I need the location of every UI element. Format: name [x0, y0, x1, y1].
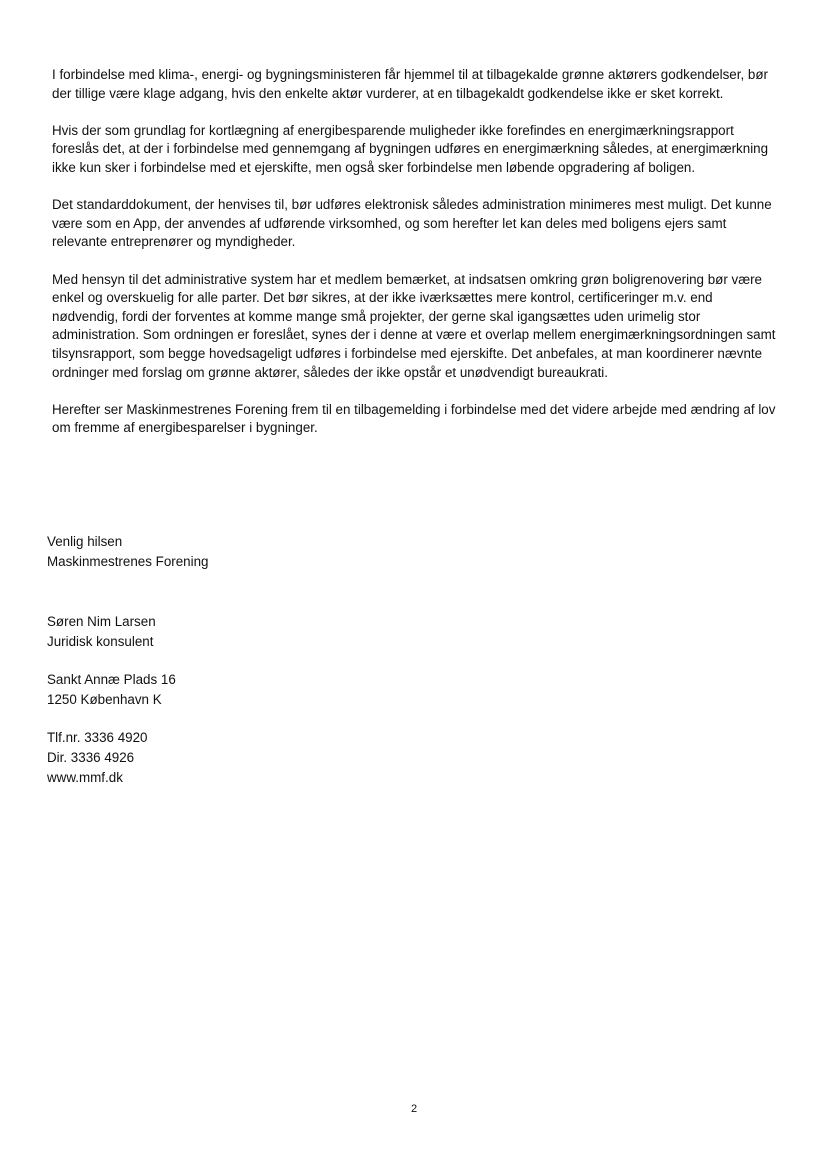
closing-organization: Maskinmestrenes Forening — [47, 554, 209, 569]
paragraph-standard-document: Det standarddokument, der henvises til, bør udføres elektronisk således administration minimeres mest muligt. Det kunne være som en App, der anvendes af udførende virksomhed, og som herefter let kan deles med boligens ejers samt relevante entreprenører og myndigheder. — [52, 197, 772, 250]
contact-block — [47, 728, 447, 788]
signatory-title: Juridisk konsulent — [47, 634, 154, 649]
signatory-name: Søren Nim Larsen — [47, 614, 156, 629]
closing-greeting: Venlig hilsen — [47, 534, 123, 549]
paragraph-administrative-system: Med hensyn til det administrative system har et medlem bemærket, at indsatsen omkring grøn boligrenovering bør være enkel og overskuelig for alle parter. Det bør sikres, at der ikke iværksættes mere kontrol, certificeringer m.v. end nødvendig, fordi der forventes at komme mange små projekter, der gerne skal igangsættes uden urimelig stor administration. Som ordningen er foreslået, synes der i denne at være et overlap mellem energimærkningsordningen samt tilsynsrapport, som begge hovedsageligt udføres i forbindelse med ejerskifte. Det anbefales, at man koordinerer nævnte ordninger med forslag om grønne aktører, således der ikke opstår et unødvendigt bureaukrati. — [52, 271, 776, 380]
paragraph-closing-remark: Herefter ser Maskinmestrenes Forening frem til en tilbagemelding i forbindelse med det videre arbejde med ændring af lov om fremme af energibesparelser i bygninger. — [52, 401, 776, 436]
contact-phone: Tlf.nr. 3336 4920 — [47, 730, 148, 745]
signatory-block — [47, 612, 447, 652]
paragraph-appeal-access: I forbindelse med klima-, energi- og bygningsministeren får hjemmel til at tilbagekalde grønne aktørers godkendelser, bør der tillige være klage adgang, hvis den enkelte aktør vurderer, at en tilbagekaldt godkendelse ikke er sket korrekt. — [52, 67, 768, 101]
address-block — [47, 670, 447, 710]
closing-block — [47, 532, 447, 572]
paragraph-energy-labeling: Hvis der som grundlag for kortlægning af energibesparende muligheder ikke forefindes en energimærkningsrapport foreslås det, at der i forbindelse med gennemgang af bygningen udføres en energimærkning således, at energimærkning ikke kun sker i forbindelse med et ejerskifte, men også sker forbindelse men løbende opgradering af boligen. — [52, 122, 769, 175]
signature-block — [47, 532, 447, 788]
contact-website[interactable]: www.mmf.dk — [47, 770, 123, 785]
letter-body — [52, 66, 780, 456]
address-city: 1250 København K — [47, 692, 162, 707]
address-street: Sankt Annæ Plads 16 — [47, 672, 176, 687]
contact-direct: Dir. 3336 4926 — [47, 750, 135, 765]
page-number: 2 — [410, 1103, 418, 1115]
